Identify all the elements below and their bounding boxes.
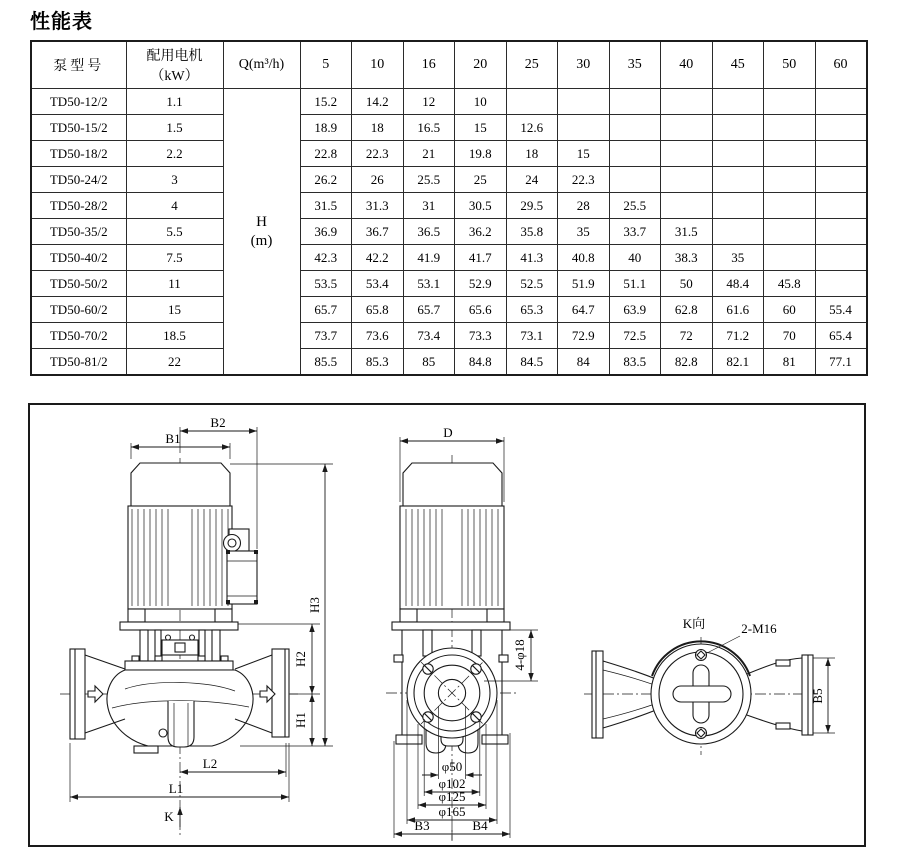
col-header-model: 泵型号: [31, 41, 126, 89]
page-title: 性能表: [30, 11, 93, 33]
cell-model: TD50-60/2: [31, 297, 126, 323]
cell-model: TD50-50/2: [31, 271, 126, 297]
cell-value: 40: [609, 245, 661, 271]
dimension-drawing: [28, 403, 866, 847]
dim-b1: [131, 431, 230, 459]
col-header-flow: 25: [506, 41, 558, 89]
cell-value: 51.9: [558, 271, 610, 297]
col-header-flow: 16: [403, 41, 455, 89]
cell-value: [609, 89, 661, 115]
cell-value: 15: [455, 115, 507, 141]
cell-value: [609, 141, 661, 167]
dim-label-b2: B2: [210, 415, 226, 430]
cell-value: [661, 89, 713, 115]
cell-value: 72.9: [558, 323, 610, 349]
cell-value: 52.5: [506, 271, 558, 297]
cell-value: 26.2: [300, 167, 352, 193]
cell-value: 73.7: [300, 323, 352, 349]
cell-value: 18: [506, 141, 558, 167]
cell-power: 3: [126, 167, 223, 193]
side-view: [386, 425, 538, 841]
cell-value: 26: [352, 167, 404, 193]
cell-value: 31.5: [300, 193, 352, 219]
dim-label-h3: H3: [307, 597, 322, 613]
cell-power: 5.5: [126, 219, 223, 245]
cell-value: 22.3: [352, 141, 404, 167]
cell-value: 42.2: [352, 245, 404, 271]
cell-value: [815, 271, 867, 297]
table-header-row: [31, 41, 867, 89]
col-header-flow: 50: [764, 41, 816, 89]
cell-value: 31.5: [661, 219, 713, 245]
cell-value: 22.8: [300, 141, 352, 167]
cell-value: 18: [352, 115, 404, 141]
cell-value: 77.1: [815, 349, 867, 376]
table-row: [31, 115, 867, 141]
dim-label-h1: H1: [293, 712, 308, 728]
cell-value: 15: [558, 141, 610, 167]
cell-value: 31: [403, 193, 455, 219]
table-row: [31, 245, 867, 271]
cell-value: 60: [764, 297, 816, 323]
cell-value: 19.8: [455, 141, 507, 167]
cell-value: 55.4: [815, 297, 867, 323]
cell-power: 1.5: [126, 115, 223, 141]
cell-value: 29.5: [506, 193, 558, 219]
dim-l1: [70, 743, 289, 802]
cell-power: 2.2: [126, 141, 223, 167]
cell-value: [764, 167, 816, 193]
cell-value: [815, 89, 867, 115]
cell-value: [558, 89, 610, 115]
cell-value: 14.2: [352, 89, 404, 115]
cell-model: TD50-35/2: [31, 219, 126, 245]
cell-value: 22.3: [558, 167, 610, 193]
table-row: [31, 141, 867, 167]
table-row: [31, 167, 867, 193]
cell-value: [506, 89, 558, 115]
cell-value: [815, 115, 867, 141]
cell-value: 15.2: [300, 89, 352, 115]
cell-value: 53.5: [300, 271, 352, 297]
cell-value: [815, 141, 867, 167]
cell-value: 36.7: [352, 219, 404, 245]
table-row: [31, 323, 867, 349]
cell-value: [558, 115, 610, 141]
col-header-flow: 45: [712, 41, 764, 89]
cell-value: 82.1: [712, 349, 764, 376]
cell-head-unit: H (m): [223, 89, 300, 376]
table-row: [31, 271, 867, 297]
cell-power: 11: [126, 271, 223, 297]
cell-value: 72: [661, 323, 713, 349]
cell-value: 65.7: [300, 297, 352, 323]
cell-value: 65.7: [403, 297, 455, 323]
cell-power: 18.5: [126, 323, 223, 349]
cell-value: 28: [558, 193, 610, 219]
cell-value: [764, 89, 816, 115]
cell-value: 41.9: [403, 245, 455, 271]
cell-value: 45.8: [764, 271, 816, 297]
cell-value: 25.5: [403, 167, 455, 193]
cell-value: 72.5: [609, 323, 661, 349]
cell-value: [764, 141, 816, 167]
cell-value: 41.7: [455, 245, 507, 271]
dim-label-b4: B4: [472, 818, 488, 833]
cell-model: TD50-24/2: [31, 167, 126, 193]
table-row: [31, 297, 867, 323]
cell-value: 64.7: [558, 297, 610, 323]
cell-value: [661, 193, 713, 219]
cell-value: 21: [403, 141, 455, 167]
cell-value: 83.5: [609, 349, 661, 376]
dim-l2: [180, 743, 286, 777]
cell-value: 35.8: [506, 219, 558, 245]
cell-value: [764, 245, 816, 271]
col-header-flow: 5: [300, 41, 352, 89]
cell-value: 25.5: [609, 193, 661, 219]
cell-value: 35: [712, 245, 764, 271]
dim-label-phi102: φ102: [438, 776, 466, 791]
cell-value: [712, 167, 764, 193]
table-row: [31, 193, 867, 219]
cell-value: 62.8: [661, 297, 713, 323]
dim-label-4phi18: 4-φ18: [512, 639, 527, 671]
dim-label-l2: L2: [202, 756, 218, 771]
cell-value: 82.8: [661, 349, 713, 376]
view-label-k: K向: [682, 616, 706, 631]
cell-value: 53.1: [403, 271, 455, 297]
cell-value: 41.3: [506, 245, 558, 271]
cell-value: [661, 167, 713, 193]
cell-power: 1.1: [126, 89, 223, 115]
cell-value: 36.9: [300, 219, 352, 245]
cell-model: TD50-15/2: [31, 115, 126, 141]
cell-value: 51.1: [609, 271, 661, 297]
front-view: [60, 415, 333, 835]
dim-label-phi125: φ125: [438, 789, 466, 804]
cell-model: TD50-81/2: [31, 349, 126, 376]
cell-value: [712, 219, 764, 245]
cell-value: 30.5: [455, 193, 507, 219]
col-header-flow: 60: [815, 41, 867, 89]
cell-model: TD50-40/2: [31, 245, 126, 271]
cell-value: [764, 219, 816, 245]
cell-value: 40.8: [558, 245, 610, 271]
dim-label-d: D: [443, 425, 453, 440]
table-row: [31, 219, 867, 245]
top-view: [584, 616, 835, 755]
cell-model: TD50-12/2: [31, 89, 126, 115]
cell-value: 84.5: [506, 349, 558, 376]
cell-value: 73.3: [455, 323, 507, 349]
dim-label-b5: B5: [810, 688, 825, 704]
cell-value: 65.3: [506, 297, 558, 323]
cell-power: 22: [126, 349, 223, 376]
cell-value: 84.8: [455, 349, 507, 376]
cell-value: 73.4: [403, 323, 455, 349]
cell-value: 12.6: [506, 115, 558, 141]
cell-value: [815, 167, 867, 193]
col-header-flow: 40: [661, 41, 713, 89]
cell-value: 25: [455, 167, 507, 193]
dim-label-l1: L1: [168, 781, 184, 796]
cell-value: [609, 115, 661, 141]
cell-value: 73.1: [506, 323, 558, 349]
cell-value: 73.6: [352, 323, 404, 349]
dim-b5: [810, 658, 835, 733]
cell-value: [764, 115, 816, 141]
cell-value: 65.6: [455, 297, 507, 323]
cell-value: 36.5: [403, 219, 455, 245]
cell-value: 16.5: [403, 115, 455, 141]
cell-model: TD50-70/2: [31, 323, 126, 349]
cell-value: [815, 193, 867, 219]
cell-value: [661, 115, 713, 141]
flow-arrow-in-icon: [88, 686, 103, 702]
cell-value: 18.9: [300, 115, 352, 141]
table-row: [31, 89, 867, 115]
col-header-flow: 10: [352, 41, 404, 89]
cell-value: [712, 193, 764, 219]
cell-value: [815, 245, 867, 271]
cell-value: 84: [558, 349, 610, 376]
cell-value: 10: [455, 89, 507, 115]
cell-value: 24: [506, 167, 558, 193]
performance-table: [30, 40, 868, 376]
col-header-flow: 20: [455, 41, 507, 89]
dim-label-2m16: 2-M16: [741, 621, 777, 636]
cell-power: 4: [126, 193, 223, 219]
dim-label-b3: B3: [414, 818, 430, 833]
cell-value: 71.2: [712, 323, 764, 349]
cell-value: 81: [764, 349, 816, 376]
col-header-q: Q(m³/h): [223, 41, 300, 89]
cell-value: 33.7: [609, 219, 661, 245]
dim-label-b1: B1: [165, 431, 181, 446]
cell-value: [712, 115, 764, 141]
cell-value: [661, 141, 713, 167]
cell-value: 53.4: [352, 271, 404, 297]
dim-label-k: K: [164, 809, 174, 824]
cell-value: 85.3: [352, 349, 404, 376]
cell-value: 12: [403, 89, 455, 115]
cell-power: 15: [126, 297, 223, 323]
cell-model: TD50-18/2: [31, 141, 126, 167]
cell-value: [712, 89, 764, 115]
cell-value: 35: [558, 219, 610, 245]
cell-value: [609, 167, 661, 193]
dim-label-phi165: φ165: [438, 804, 466, 819]
cell-value: 36.2: [455, 219, 507, 245]
dim-k: [164, 807, 180, 827]
cell-value: [764, 193, 816, 219]
col-header-motor: 配用电机 （kW）: [126, 41, 223, 89]
cell-value: 85.5: [300, 349, 352, 376]
table-row: [31, 349, 867, 376]
cell-value: 31.3: [352, 193, 404, 219]
cell-value: 42.3: [300, 245, 352, 271]
cell-power: 7.5: [126, 245, 223, 271]
cell-value: 48.4: [712, 271, 764, 297]
cell-value: 38.3: [661, 245, 713, 271]
cell-value: [815, 219, 867, 245]
dim-label-h2: H2: [293, 651, 308, 667]
col-header-flow: 30: [558, 41, 610, 89]
cell-value: 70: [764, 323, 816, 349]
cell-value: [712, 141, 764, 167]
cell-value: 52.9: [455, 271, 507, 297]
cell-value: 85: [403, 349, 455, 376]
cell-value: 65.4: [815, 323, 867, 349]
col-header-flow: 35: [609, 41, 661, 89]
cell-value: 61.6: [712, 297, 764, 323]
cell-value: 63.9: [609, 297, 661, 323]
cell-value: 65.8: [352, 297, 404, 323]
cell-value: 50: [661, 271, 713, 297]
cell-model: TD50-28/2: [31, 193, 126, 219]
dim-label-phi50: φ50: [441, 759, 463, 774]
